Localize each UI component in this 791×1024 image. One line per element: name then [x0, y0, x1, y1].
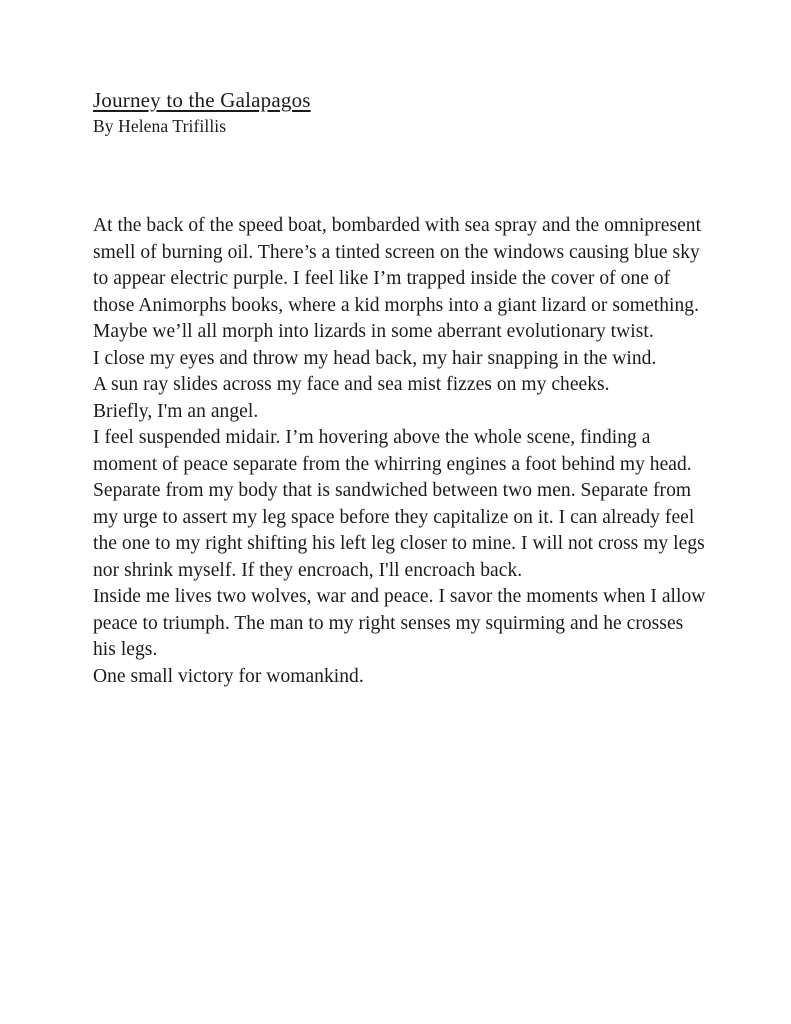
- paragraph: Briefly, I'm an angel.: [93, 400, 259, 422]
- document-byline: By Helena Trifillis: [93, 116, 227, 136]
- document-body: [93, 213, 709, 690]
- document-title: Journey to the Galapagos: [93, 88, 311, 112]
- paragraph: I feel suspended midair. I’m hovering above the whole scene, finding a moment of peace separate from the whirring engines a foot behind my head. Separate from my body that is sandwiched between two men. Separate from my urge to assert my leg space before they capitalize on it. I can already feel the one to my right shifting his left leg closer to mine. I will not cross my legs nor shrink myself. If they encroach, I'll encroach back.: [93, 427, 705, 581]
- paragraph: I close my eyes and throw my head back, my hair snapping in the wind.: [93, 347, 657, 369]
- paragraph: A sun ray slides across my face and sea mist fizzes on my cheeks.: [93, 374, 610, 395]
- paragraph: Inside me lives two wolves, war and peace. I savor the moments when I allow peace to triumph. The man to my right senses my squirming and he crosses his legs.: [93, 586, 706, 660]
- paragraph: One small victory for womankind.: [93, 665, 364, 687]
- paragraph: At the back of the speed boat, bombarded with sea spray and the omnipresent smell of burning oil. There’s a tinted screen on the windows causing blue sky to appear electric purple. I feel like I’m trapped inside the cover of one of those Animorphs books, where a kid morphs into a giant lizard or something. Maybe we’ll all morph into lizards in some aberrant evolutionary twist.: [93, 215, 702, 342]
